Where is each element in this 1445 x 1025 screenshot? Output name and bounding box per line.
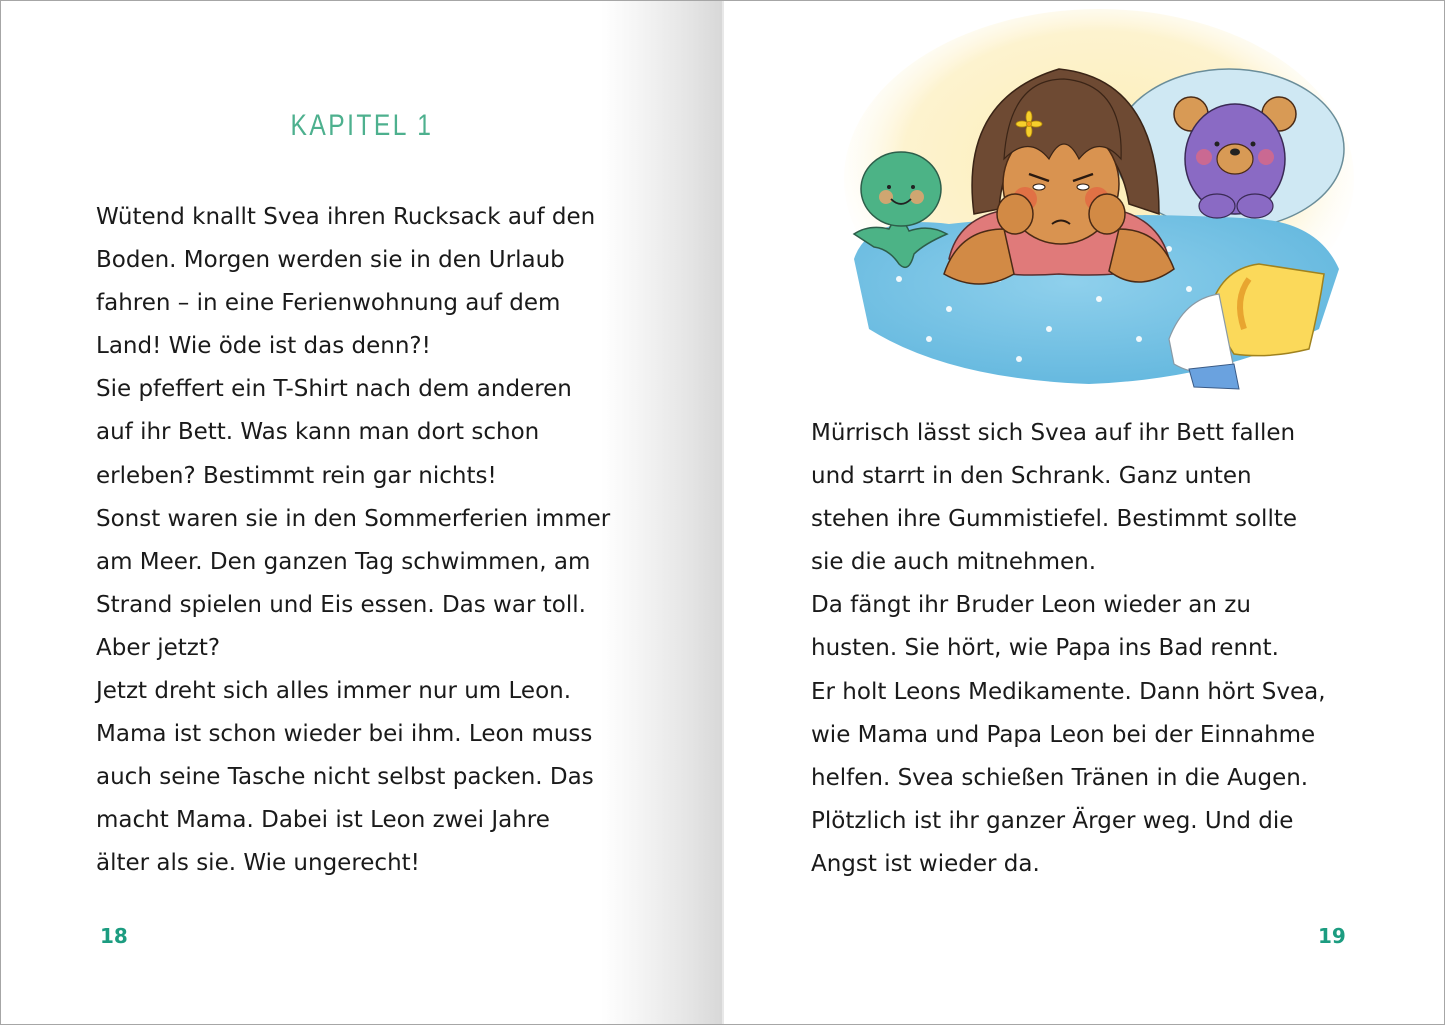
text-line: am Meer. Den ganzen Tag schwimmen, am	[96, 548, 591, 575]
text-line: Mama ist schon wieder bei ihm. Leon muss	[96, 721, 593, 748]
right-page-text	[811, 412, 1371, 886]
text-line: älter als sie. Wie ungerecht!	[96, 850, 420, 877]
text-line: auf ihr Bett. Was kann man dort schon	[96, 419, 540, 446]
text-line: wie Mama und Papa Leon bei der Einnahme	[811, 721, 1316, 748]
text-line: Sonst waren sie in den Sommerferien immer	[96, 505, 611, 532]
left-page	[1, 1, 723, 1024]
left-page-text	[96, 196, 656, 886]
text-line: Sie pfeffert ein T-Shirt nach dem anderen	[96, 376, 572, 403]
text-line: Aber jetzt?	[96, 634, 221, 661]
text-line: Plötzlich ist ihr ganzer Ärger weg. Und die	[811, 807, 1294, 834]
text-line: Wütend knallt Svea ihren Rucksack auf den	[96, 204, 596, 230]
chapter-title: KAPITEL 1	[290, 109, 434, 142]
text-line: Mürrisch lässt sich Svea auf ihr Bett fallen	[811, 420, 1296, 446]
story-illustration	[839, 9, 1359, 394]
text-line: stehen ihre Gummistiefel. Bestimmt sollte	[811, 506, 1298, 533]
page-number-right: 19	[1318, 924, 1346, 948]
text-line: Strand spielen und Eis essen. Das war toll.	[96, 591, 586, 618]
page-number-left: 18	[100, 924, 128, 948]
text-line: husten. Sie hört, wie Papa ins Bad rennt.	[811, 635, 1279, 662]
right-page	[724, 1, 1444, 1024]
text-line: und starrt in den Schrank. Ganz unten	[811, 463, 1252, 490]
text-line: erleben? Bestimmt rein gar nichts!	[96, 462, 497, 489]
text-line: Jetzt dreht sich alles immer nur um Leon.	[96, 678, 572, 705]
text-line: fahren – in eine Ferienwohnung auf dem	[96, 290, 561, 317]
text-line: sie die auch mitnehmen.	[811, 549, 1097, 576]
text-line: Er holt Leons Medikamente. Dann hört Svea,	[811, 678, 1326, 705]
text-line: Da fängt ihr Bruder Leon wieder an zu	[811, 592, 1251, 619]
text-line: Angst ist wieder da.	[811, 850, 1040, 877]
text-line: Boden. Morgen werden sie in den Urlaub	[96, 247, 565, 274]
text-line: auch seine Tasche nicht selbst packen. Das	[96, 764, 594, 791]
text-line: helfen. Svea schießen Tränen in die Augen.	[811, 764, 1309, 791]
text-line: Land! Wie öde ist das denn?!	[96, 333, 431, 360]
text-line: macht Mama. Dabei ist Leon zwei Jahre	[96, 807, 550, 834]
